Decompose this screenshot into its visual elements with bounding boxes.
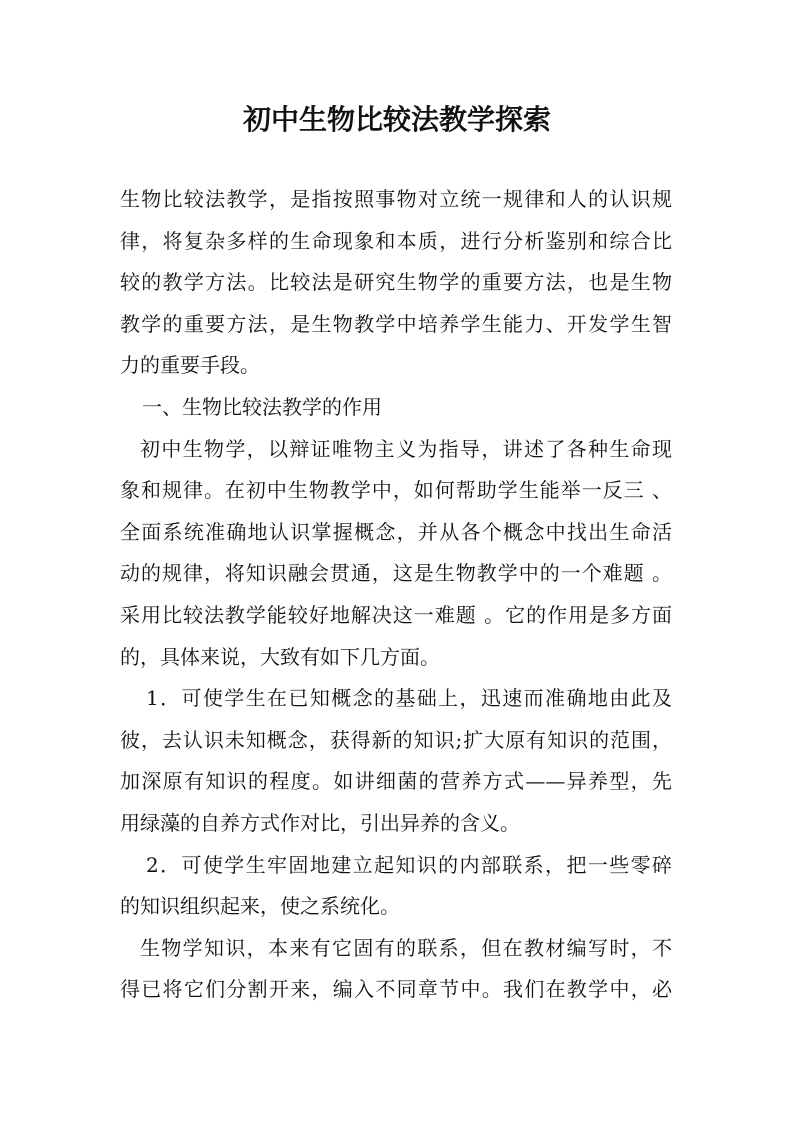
body-text-line: 力的重要手段。 (120, 353, 260, 378)
section-heading (0, 387, 794, 429)
paragraph-intro (0, 179, 794, 387)
body-text-line: 象和规律。在初中生物教学中，如何帮助学生能举一反三 、 (120, 478, 672, 503)
body-text-line: 加深原有知识的程度。如讲细菌的营养方式——异养型，先 (120, 769, 672, 794)
body-text-line: 采用比较法教学能较好地解决这一难题 。它的作用是多方面 (120, 602, 672, 627)
body-text-line: 动的规律，将知识融会贯通，这是生物教学中的一个难题 。 (120, 561, 672, 586)
paragraph-overview (0, 429, 794, 679)
body-text-line: 的，具体来说，大致有如下几方面。 (120, 644, 440, 669)
body-text-line: 彼，去认识未知概念，获得新的知识;扩大原有知识的范围， (120, 727, 672, 752)
body-text-line: 生物学知识，本来有它固有的联系，但在教材编写时，不 (140, 935, 672, 960)
body-text-line: 初中生物学，以辩证唯物主义为指导，讲述了各种生命现 (140, 436, 672, 461)
body-text-line: 教学的重要方法，是生物教学中培养学生能力、开发学生智 (120, 311, 672, 336)
body-text-line: 律，将复杂多样的生命现象和本质，进行分析鉴别和综合比 (120, 228, 672, 253)
section-heading-text: 一、生物比较法教学的作用 (142, 394, 382, 419)
body-text-line: 得已将它们分割开来，编入不同章节中。我们在教学中，必 (120, 977, 672, 1002)
body-text-line: 生物比较法教学，是指按照事物对立统一规律和人的认识规 (120, 187, 672, 211)
body-text-line: 较的教学方法。比较法是研究生物学的重要方法，也是生物 (120, 270, 672, 295)
body-text-line: 全面系统准确地认识掌握概念，并从各个概念中找出生命活 (120, 519, 672, 544)
document-body (0, 179, 794, 1011)
body-text-line: 1．可使学生在已知概念的基础上，迅速而准确地由此及 (146, 686, 672, 711)
body-text-line: 的知识组织起来，使之系统化。 (120, 894, 400, 919)
body-text-line: 2．可使学生牢固地建立起知识的内部联系，把一些零碎 (146, 852, 672, 877)
body-text-line: 用绿藻的自养方式作对比，引出异养的含义。 (120, 810, 520, 835)
paragraph-point-2 (0, 845, 794, 928)
paragraph-point-1 (0, 678, 794, 844)
document-title: 初中生物比较法教学探索 (242, 103, 551, 136)
paragraph-knowledge (0, 928, 794, 1011)
